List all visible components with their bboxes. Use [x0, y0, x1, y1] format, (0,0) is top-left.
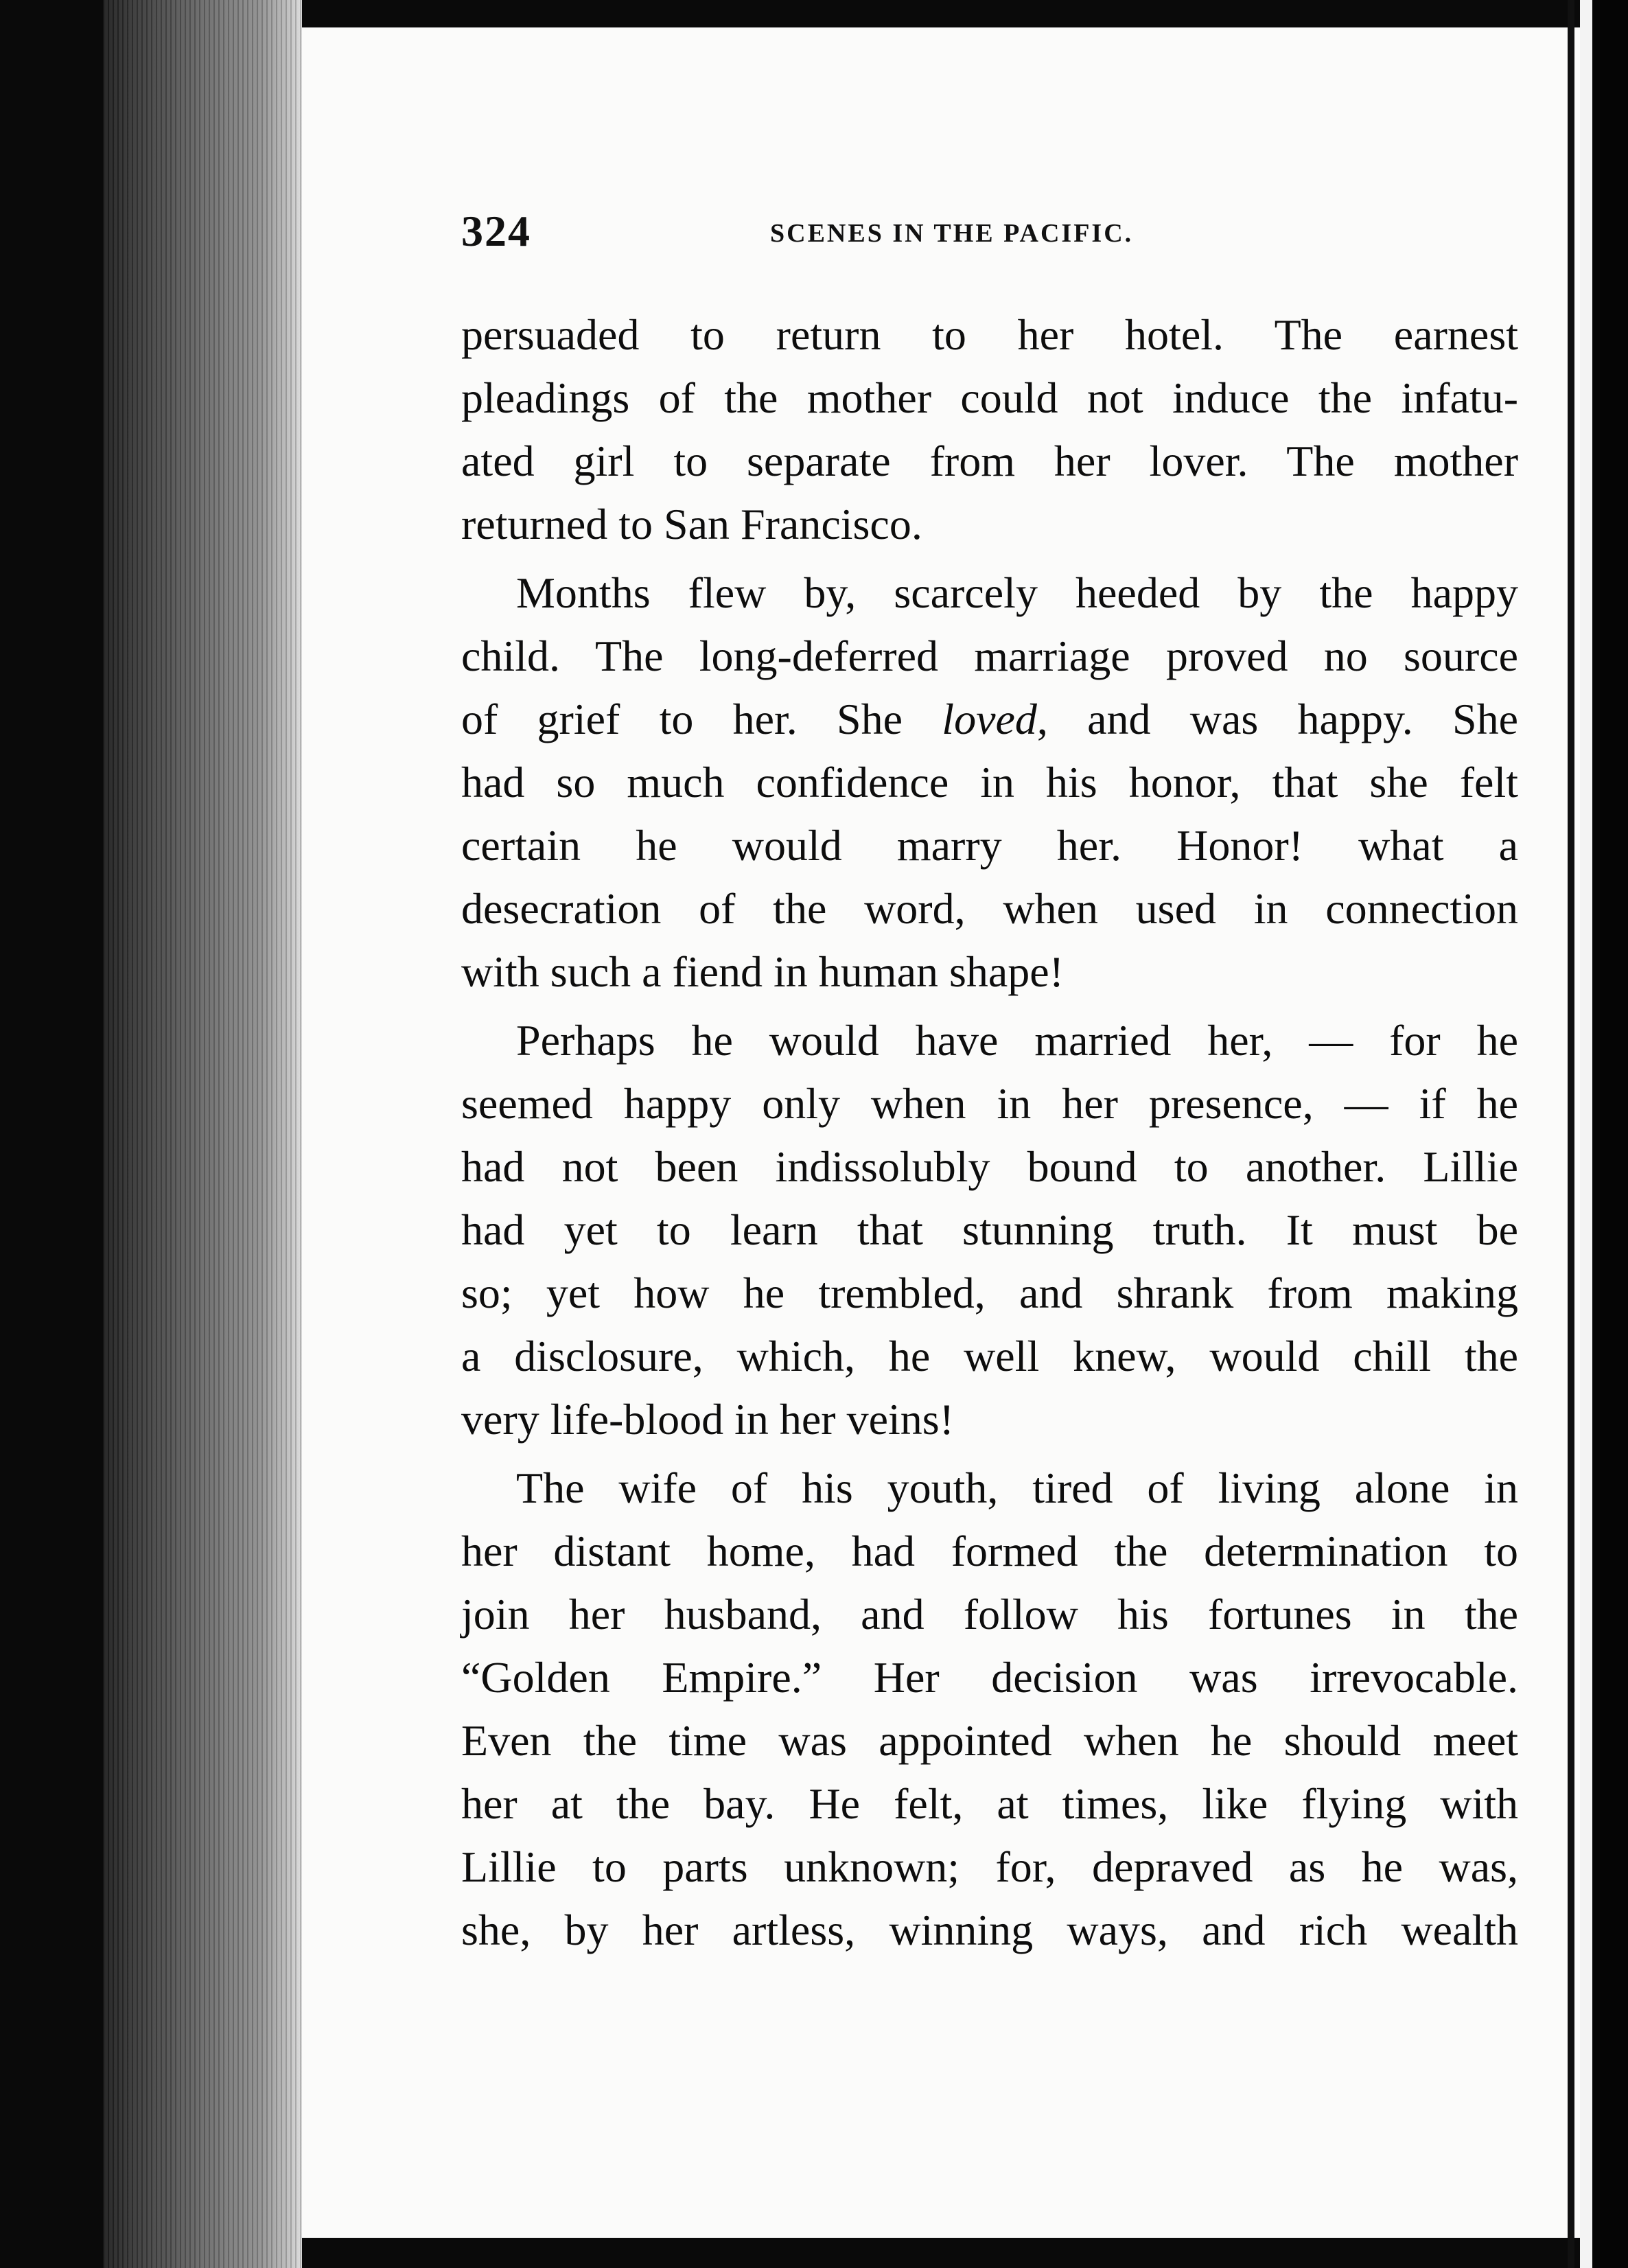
text-line: had not been indissolubly bound to another. Lillie — [461, 1142, 1518, 1191]
text-line: seemed happy only when in her presence, — if he — [461, 1079, 1518, 1128]
text-segment: of grief to her. She — [461, 695, 903, 743]
text-segment: , and was happy. She — [1036, 695, 1519, 743]
right-scan-border — [1592, 0, 1628, 2268]
text-line: desecration of the word, when used in connection — [461, 884, 1518, 933]
page-number: 324 — [461, 207, 531, 255]
text-line: child. The long-deferred marriage proved no source — [461, 632, 1518, 680]
italic-word: loved — [942, 695, 1037, 743]
body-text — [461, 303, 1518, 1962]
text-line: returned to San Francisco. — [461, 500, 922, 548]
running-head — [461, 206, 1216, 275]
text-line: Lillie to parts unknown; for, depraved as he was, — [461, 1842, 1518, 1891]
text-line: pleadings of the mother could not induce the infatu- — [461, 373, 1518, 422]
text-line: “Golden Empire.” Her decision was irrevocable. — [461, 1653, 1518, 1702]
text-line: had so much confidence in his honor, that she felt — [461, 758, 1518, 807]
text-line: so; yet how he trembled, and shrank from making — [461, 1269, 1518, 1317]
text-line: Perhaps he would have married her, — for he — [516, 1016, 1518, 1065]
text-line: join her husband, and follow his fortunes in the — [461, 1590, 1518, 1639]
right-edge-gap — [1580, 0, 1592, 2268]
text-line: her distant home, had formed the determination to — [461, 1527, 1518, 1575]
text-line: Even the time was appointed when he should meet — [461, 1716, 1518, 1765]
right-edge-line — [1568, 0, 1574, 2268]
text-line: had yet to learn that stunning truth. It must be — [461, 1205, 1518, 1254]
text-line: she, by her artless, winning ways, and rich wealth — [461, 1906, 1518, 1954]
text-line — [461, 688, 1518, 751]
text-line: The wife of his youth, tired of living alone in — [516, 1463, 1518, 1512]
running-title: SCENES IN THE PACIFIC. — [770, 219, 1134, 248]
text-line: persuaded to return to her hotel. The earnest — [461, 310, 1518, 359]
text-line: very life-blood in her veins! — [461, 1395, 954, 1444]
text-line: Months flew by, scarcely heeded by the happy — [516, 568, 1518, 617]
text-line: ated girl to separate from her lover. The mother — [461, 437, 1518, 485]
page-edge-stack — [103, 0, 302, 2268]
text-line: her at the bay. He felt, at times, like flying with — [461, 1779, 1518, 1828]
text-line: a disclosure, which, he well knew, would chill the — [461, 1332, 1518, 1380]
text-line: with such a fiend in human shape! — [461, 947, 1064, 996]
text-line: certain he would marry her. Honor! what a — [461, 821, 1518, 870]
